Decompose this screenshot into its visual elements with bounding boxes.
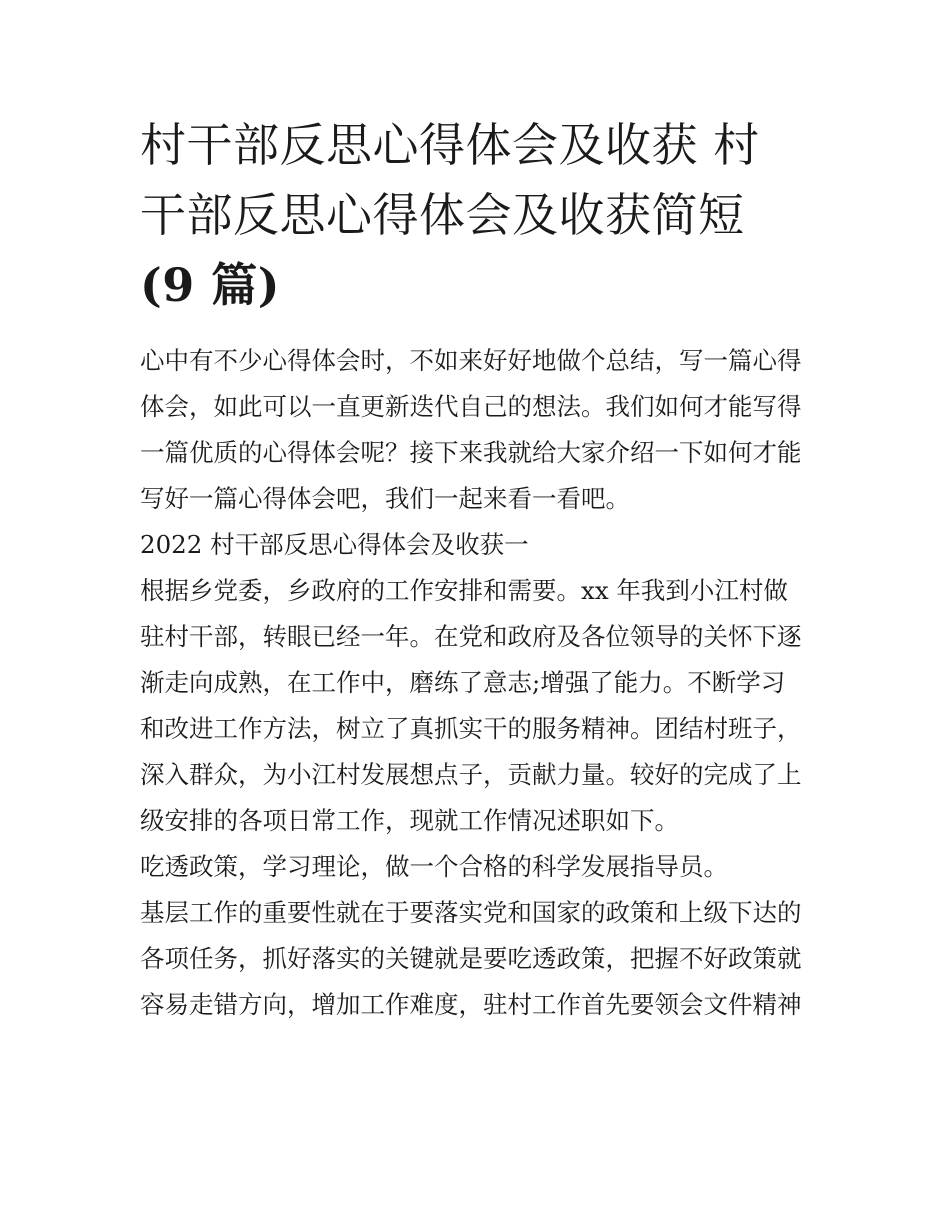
body-paragraph bbox=[140, 890, 812, 1028]
title-line: 干部反思心得体会及收获简短 bbox=[140, 188, 745, 242]
paragraph-line: 基层工作的重要性就在于要落实党和国家的政策和上级下达的 bbox=[140, 898, 802, 927]
section-heading bbox=[140, 522, 812, 568]
document-title bbox=[140, 110, 812, 320]
paragraph-line: 吃透政策，学习理论，做一个合格的科学发展指导员。 bbox=[140, 852, 728, 881]
paragraph-line: 级安排的各项日常工作，现就工作情况述职如下。 bbox=[140, 806, 679, 835]
paragraph-line: 2022 村干部反思心得体会及收获一 bbox=[140, 530, 529, 559]
paragraph-line: 一篇优质的心得体会呢？接下来我就给大家介绍一下如何才能 bbox=[140, 438, 802, 467]
paragraph-line: 心中有不少心得体会时，不如来好好地做个总结，写一篇心得 bbox=[140, 346, 802, 375]
document-body bbox=[140, 338, 812, 1028]
title-line: 村干部反思心得体会及收获 村 bbox=[140, 118, 760, 172]
paragraph-line: 根据乡党委，乡政府的工作安排和需要。xx 年我到小江村做 bbox=[140, 576, 788, 605]
paragraph-line: 容易走错方向，增加工作难度，驻村工作首先要领会文件精神 bbox=[140, 990, 802, 1019]
paragraph-line: 和改进工作方法，树立了真抓实干的服务精神。团结村班子， bbox=[140, 714, 802, 743]
title-line: (9 篇) bbox=[140, 258, 281, 312]
paragraph-line: 体会，如此可以一直更新迭代自己的想法。我们如何才能写得 bbox=[140, 392, 802, 421]
paragraph-line: 深入群众，为小江村发展想点子，贡献力量。较好的完成了上 bbox=[140, 760, 802, 789]
body-paragraph bbox=[140, 844, 812, 890]
document-content bbox=[140, 110, 812, 1028]
intro-paragraph bbox=[140, 338, 812, 522]
paragraph-line: 驻村干部，转眼已经一年。在党和政府及各位领导的关怀下逐 bbox=[140, 622, 802, 651]
paragraph-line: 渐走向成熟，在工作中，磨练了意志;增强了能力。不断学习 bbox=[140, 668, 786, 697]
paragraph-line: 写好一篇心得体会吧，我们一起来看一看吧。 bbox=[140, 484, 630, 513]
paragraph-line: 各项任务，抓好落实的关键就是要吃透政策，把握不好政策就 bbox=[140, 944, 802, 973]
body-paragraph bbox=[140, 568, 812, 844]
